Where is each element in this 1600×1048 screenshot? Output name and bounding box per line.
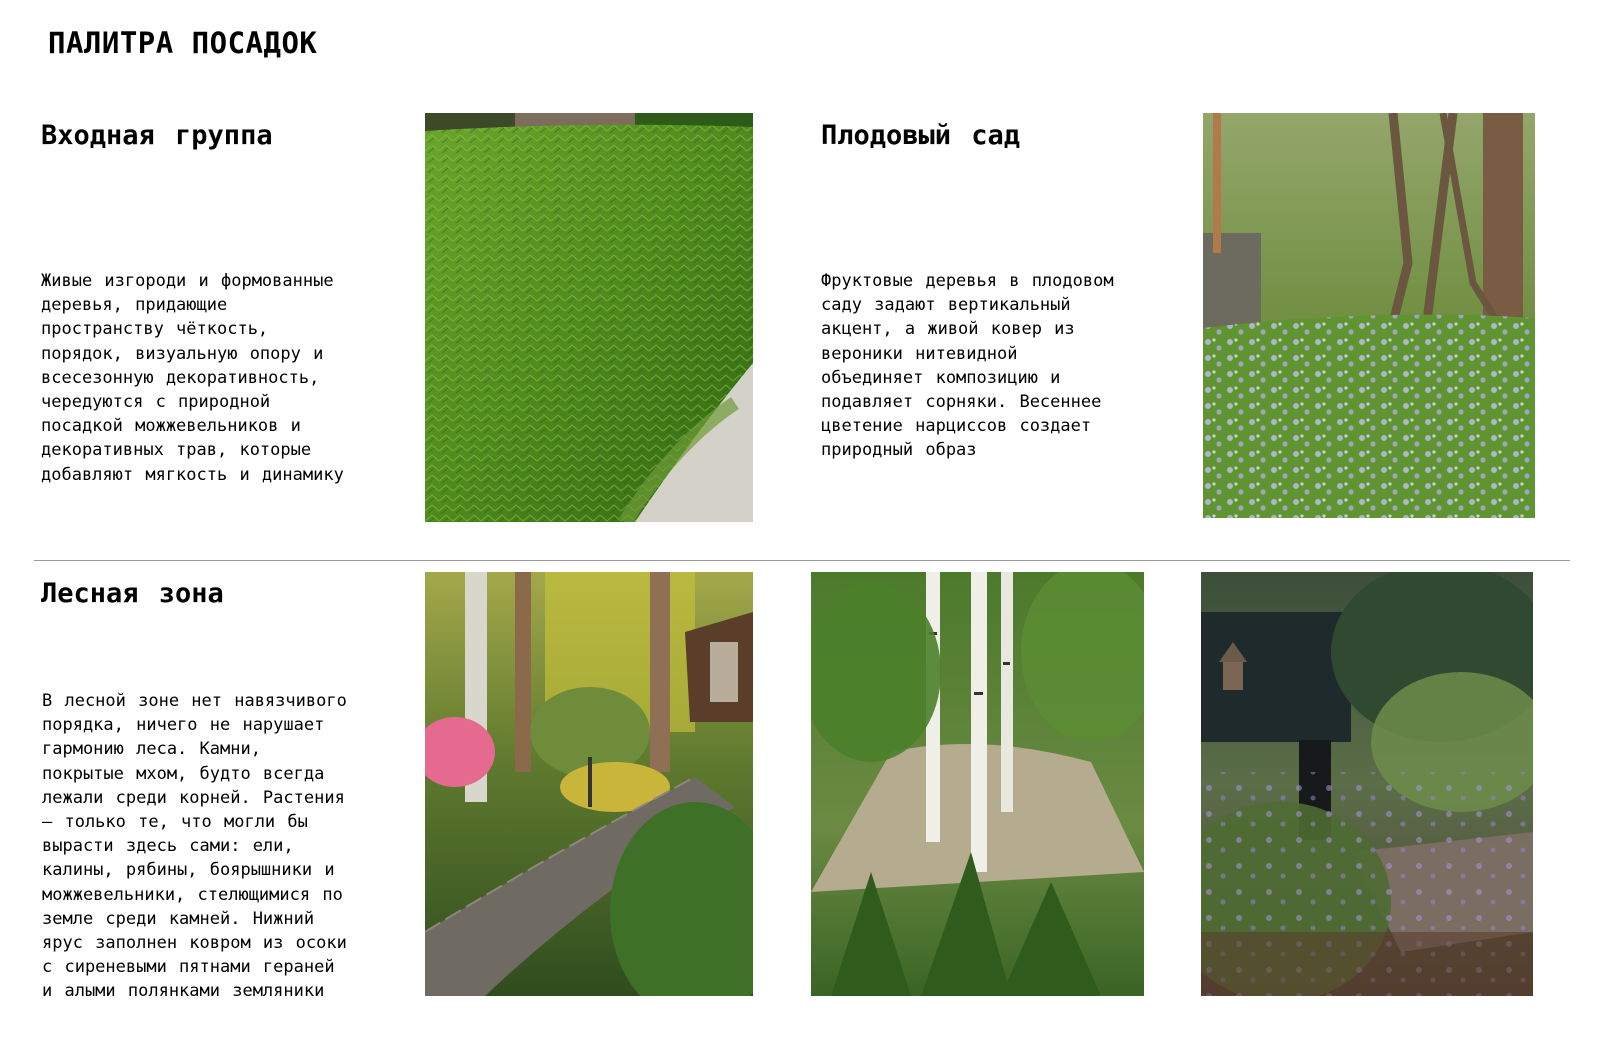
page-title: ПАЛИТРА ПОСАДОК xyxy=(48,26,318,60)
section-text-forest: В лесной зоне нет навязчивого порядка, ничего не нарушает гармонию леса. Камни, покрытые мхом, будто всегда лежали среди корней. Растения – только те, что могли бы вырасти здесь сами: ели, калины, рябины, боярышники и можжевельники, стелющимися по земле среди камней. Нижний ярус заполнен ковром из осоки с сиреневыми пятнами гераней и алыми полянками земляники xyxy=(42,691,347,1002)
section-text-entrance: Живые изгороди и формованные деревья, придающие пространству чёткость, порядок, визуальную опору и всесезонную декоративность, чередуются с природной посадкой можжевельников и декоративных трав, которые добавляют мягкость и динамику xyxy=(41,271,344,485)
birch-photo xyxy=(811,572,1144,996)
section-text-orchard: Фруктовые деревья в плодовом саду задают вертикальный акцент, а живой ковер из вероники нитевидной объединяет композицию и подавляет сорняки. Весеннее цветение нарциссов создает природный образ xyxy=(821,271,1114,461)
shade-garden-photo xyxy=(1201,572,1533,996)
forest-path-photo xyxy=(425,572,753,996)
section-heading-entrance: Входная группа xyxy=(41,120,273,151)
orchard-veronica-photo xyxy=(1203,113,1535,518)
section-divider xyxy=(34,560,1570,561)
hedge-photo xyxy=(425,113,753,522)
section-heading-orchard: Плодовый сад xyxy=(821,120,1021,151)
section-heading-forest: Лесная зона xyxy=(41,578,224,609)
